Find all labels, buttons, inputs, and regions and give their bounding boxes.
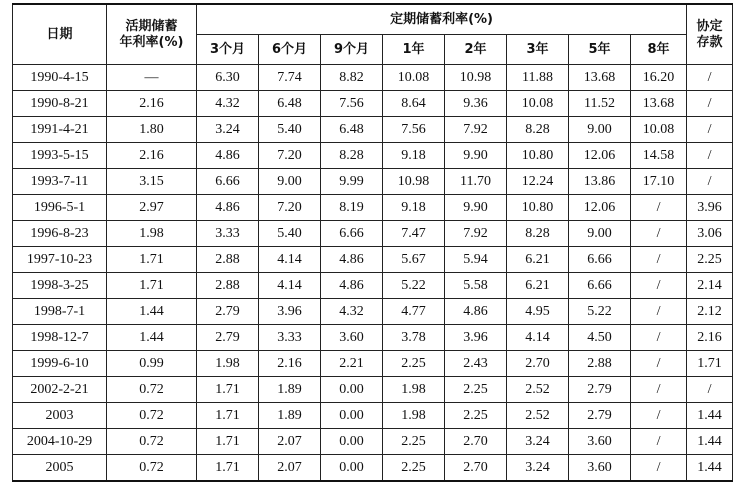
interest-rate-table: [12, 3, 733, 482]
fixed-rate-cell: 2.16: [259, 351, 321, 377]
fixed-rate-cell: 6.66: [197, 169, 259, 195]
fixed-rate-cell: 3.24: [507, 429, 569, 455]
demand-rate-cell: 1.80: [107, 117, 197, 143]
demand-rate-cell: 1.44: [107, 299, 197, 325]
date-cell: 1999-6-10: [13, 351, 107, 377]
fixed-rate-cell: 2.25: [445, 377, 507, 403]
fixed-rate-cell: 4.14: [259, 247, 321, 273]
fixed-rate-cell: 0.00: [321, 455, 383, 482]
agreement-deposit-header-line1: 协定: [696, 18, 723, 34]
fixed-rate-cell: 13.68: [569, 65, 631, 91]
fixed-rate-cell: 3.33: [259, 325, 321, 351]
fixed-rate-cell: 9.18: [383, 143, 445, 169]
fixed-rate-cell: 1.89: [259, 377, 321, 403]
fixed-rate-cell: 1.71: [197, 377, 259, 403]
agreement-rate-cell: 3.06: [687, 221, 733, 247]
fixed-rate-cell: 6.66: [321, 221, 383, 247]
fixed-rate-cell: 1.98: [383, 403, 445, 429]
fixed-rate-cell: 7.20: [259, 143, 321, 169]
fixed-rate-cell: 9.99: [321, 169, 383, 195]
fixed-rate-cell: 3.33: [197, 221, 259, 247]
term-header-8y: 8年: [631, 35, 687, 65]
fixed-rate-cell: 2.52: [507, 377, 569, 403]
term-header-3m: 3个月: [197, 35, 259, 65]
fixed-rate-cell: 3.78: [383, 325, 445, 351]
demand-rate-cell: —: [107, 65, 197, 91]
agreement-rate-cell: /: [687, 143, 733, 169]
agreement-rate-cell: 1.44: [687, 455, 733, 482]
fixed-rate-cell: 12.24: [507, 169, 569, 195]
demand-rate-cell: 1.98: [107, 221, 197, 247]
fixed-rate-cell: 5.94: [445, 247, 507, 273]
term-header-5y: 5年: [569, 35, 631, 65]
fixed-rate-cell: 14.58: [631, 143, 687, 169]
fixed-rate-cell: 17.10: [631, 169, 687, 195]
fixed-rate-cell: 2.25: [445, 403, 507, 429]
agreement-rate-cell: 3.96: [687, 195, 733, 221]
fixed-rate-cell: 10.08: [507, 91, 569, 117]
fixed-rate-cell: /: [631, 195, 687, 221]
fixed-rate-cell: 8.64: [383, 91, 445, 117]
demand-rate-cell: 0.72: [107, 377, 197, 403]
fixed-rate-cell: 10.08: [631, 117, 687, 143]
fixed-rate-cell: 3.60: [321, 325, 383, 351]
fixed-rate-cell: 6.66: [569, 273, 631, 299]
table-body: [13, 65, 733, 482]
table-row: [13, 195, 733, 221]
fixed-rate-cell: 9.90: [445, 143, 507, 169]
table-row: [13, 91, 733, 117]
fixed-rate-cell: 3.96: [445, 325, 507, 351]
date-cell: 1997-10-23: [13, 247, 107, 273]
fixed-rate-cell: 4.86: [197, 195, 259, 221]
fixed-rate-cell: 11.70: [445, 169, 507, 195]
fixed-rate-cell: 12.06: [569, 195, 631, 221]
demand-rate-header-line2: 年利率(%): [119, 34, 184, 50]
demand-rate-cell: 0.72: [107, 455, 197, 482]
fixed-rate-cell: 9.36: [445, 91, 507, 117]
fixed-rate-cell: 8.28: [507, 221, 569, 247]
fixed-rate-cell: 3.24: [197, 117, 259, 143]
fixed-rate-cell: 2.70: [507, 351, 569, 377]
fixed-rate-cell: 8.19: [321, 195, 383, 221]
fixed-rate-cell: 6.48: [321, 117, 383, 143]
fixed-rate-cell: 16.20: [631, 65, 687, 91]
fixed-rate-cell: /: [631, 377, 687, 403]
demand-rate-cell: 2.16: [107, 143, 197, 169]
fixed-rate-cell: /: [631, 403, 687, 429]
table-row: [13, 273, 733, 299]
term-header-2y: 2年: [445, 35, 507, 65]
demand-rate-cell: 1.44: [107, 325, 197, 351]
fixed-rate-cell: 4.32: [321, 299, 383, 325]
fixed-rate-cell: 2.88: [569, 351, 631, 377]
fixed-rate-cell: 2.79: [569, 403, 631, 429]
table-row: [13, 429, 733, 455]
table-row: [13, 325, 733, 351]
agreement-deposit-header-line2: 存款: [696, 34, 723, 50]
header-row-1: [13, 4, 733, 35]
term-header-9m: 9个月: [321, 35, 383, 65]
agreement-rate-cell: 1.44: [687, 403, 733, 429]
fixed-rate-cell: 13.86: [569, 169, 631, 195]
fixed-rate-cell: 2.88: [197, 247, 259, 273]
fixed-rate-cell: 6.30: [197, 65, 259, 91]
agreement-deposit-header: [687, 4, 733, 65]
fixed-rate-cell: 2.52: [507, 403, 569, 429]
agreement-rate-cell: /: [687, 65, 733, 91]
term-header-1y: 1年: [383, 35, 445, 65]
fixed-rate-cell: 6.66: [569, 247, 631, 273]
fixed-rate-cell: 7.74: [259, 65, 321, 91]
fixed-rate-cell: 5.58: [445, 273, 507, 299]
fixed-rate-cell: 1.71: [197, 455, 259, 482]
fixed-rate-cell: 7.92: [445, 221, 507, 247]
agreement-rate-cell: /: [687, 91, 733, 117]
date-cell: 2005: [13, 455, 107, 482]
demand-rate-cell: 1.71: [107, 247, 197, 273]
fixed-rate-cell: 7.56: [383, 117, 445, 143]
fixed-rate-cell: 12.06: [569, 143, 631, 169]
fixed-rate-cell: 2.07: [259, 455, 321, 482]
fixed-rate-cell: /: [631, 429, 687, 455]
fixed-rate-cell: 0.00: [321, 377, 383, 403]
fixed-rate-cell: 5.40: [259, 221, 321, 247]
fixed-rate-cell: 3.24: [507, 455, 569, 482]
fixed-rate-cell: /: [631, 299, 687, 325]
fixed-rate-cell: 2.43: [445, 351, 507, 377]
date-cell: 2003: [13, 403, 107, 429]
fixed-rate-cell: 9.90: [445, 195, 507, 221]
date-cell: 1998-12-7: [13, 325, 107, 351]
table-row: [13, 299, 733, 325]
date-cell: 1990-4-15: [13, 65, 107, 91]
demand-rate-cell: 0.72: [107, 429, 197, 455]
fixed-rate-cell: 4.86: [321, 273, 383, 299]
fixed-rate-cell: /: [631, 221, 687, 247]
agreement-rate-cell: /: [687, 169, 733, 195]
fixed-rate-cell: 1.89: [259, 403, 321, 429]
table-row: [13, 117, 733, 143]
fixed-rate-cell: 4.77: [383, 299, 445, 325]
fixed-rate-cell: 7.92: [445, 117, 507, 143]
date-cell: 1996-8-23: [13, 221, 107, 247]
date-cell: 1998-3-25: [13, 273, 107, 299]
fixed-rate-cell: 2.88: [197, 273, 259, 299]
term-header-3y: 3年: [507, 35, 569, 65]
date-cell: 2004-10-29: [13, 429, 107, 455]
fixed-rate-cell: 13.68: [631, 91, 687, 117]
demand-rate-header: [107, 4, 197, 65]
fixed-rate-cell: 8.28: [507, 117, 569, 143]
fixed-rate-cell: 10.80: [507, 195, 569, 221]
fixed-rate-cell: 5.22: [569, 299, 631, 325]
fixed-rate-cell: 6.21: [507, 247, 569, 273]
fixed-rate-cell: 3.60: [569, 429, 631, 455]
fixed-rate-cell: 10.98: [383, 169, 445, 195]
fixed-rate-cell: 4.50: [569, 325, 631, 351]
fixed-rate-cell: 4.14: [259, 273, 321, 299]
table-header: [13, 4, 733, 65]
fixed-rate-cell: 2.25: [383, 455, 445, 482]
fixed-rate-cell: 4.86: [197, 143, 259, 169]
fixed-rate-cell: /: [631, 351, 687, 377]
fixed-rate-cell: 4.14: [507, 325, 569, 351]
term-header-6m: 6个月: [259, 35, 321, 65]
agreement-rate-cell: 2.12: [687, 299, 733, 325]
fixed-rate-cell: 0.00: [321, 403, 383, 429]
table-row: [13, 351, 733, 377]
table-row: [13, 221, 733, 247]
demand-rate-cell: 0.72: [107, 403, 197, 429]
fixed-rate-cell: 5.67: [383, 247, 445, 273]
fixed-rate-cell: 4.95: [507, 299, 569, 325]
date-cell: 1996-5-1: [13, 195, 107, 221]
agreement-rate-cell: /: [687, 377, 733, 403]
fixed-rate-cell: /: [631, 455, 687, 482]
fixed-rate-cell: 1.98: [197, 351, 259, 377]
fixed-rate-cell: 1.71: [197, 403, 259, 429]
date-cell: 1993-5-15: [13, 143, 107, 169]
agreement-rate-cell: 2.14: [687, 273, 733, 299]
fixed-rate-cell: 0.00: [321, 429, 383, 455]
fixed-rate-cell: 7.20: [259, 195, 321, 221]
table-row: [13, 143, 733, 169]
table-row: [13, 455, 733, 482]
fixed-rate-cell: /: [631, 273, 687, 299]
demand-rate-header-line1: 活期储蓄: [125, 18, 178, 34]
fixed-rate-cell: 5.40: [259, 117, 321, 143]
fixed-rate-cell: 9.18: [383, 195, 445, 221]
demand-rate-cell: 1.71: [107, 273, 197, 299]
date-cell: 1990-8-21: [13, 91, 107, 117]
fixed-rate-cell: 6.21: [507, 273, 569, 299]
table-row: [13, 65, 733, 91]
date-cell: 1993-7-11: [13, 169, 107, 195]
agreement-rate-cell: 1.44: [687, 429, 733, 455]
fixed-rate-cell: 3.96: [259, 299, 321, 325]
date-cell: 1991-4-21: [13, 117, 107, 143]
fixed-rate-cell: 9.00: [569, 117, 631, 143]
demand-rate-cell: 3.15: [107, 169, 197, 195]
table-row: [13, 377, 733, 403]
fixed-rate-cell: 2.21: [321, 351, 383, 377]
fixed-rate-cell: 9.00: [569, 221, 631, 247]
fixed-rate-cell: 2.70: [445, 429, 507, 455]
fixed-rate-cell: 3.60: [569, 455, 631, 482]
demand-rate-cell: 2.97: [107, 195, 197, 221]
fixed-rate-cell: 10.80: [507, 143, 569, 169]
agreement-rate-cell: 2.25: [687, 247, 733, 273]
fixed-rate-cell: 4.32: [197, 91, 259, 117]
fixed-rate-cell: 7.56: [321, 91, 383, 117]
fixed-rate-cell: 2.79: [197, 299, 259, 325]
fixed-rate-cell: 2.25: [383, 429, 445, 455]
agreement-rate-cell: /: [687, 117, 733, 143]
fixed-rate-cell: 2.70: [445, 455, 507, 482]
fixed-rate-cell: 10.98: [445, 65, 507, 91]
fixed-rate-cell: 2.07: [259, 429, 321, 455]
agreement-rate-cell: 2.16: [687, 325, 733, 351]
date-header: 日期: [13, 4, 107, 65]
fixed-rate-cell: 4.86: [321, 247, 383, 273]
demand-rate-cell: 2.16: [107, 91, 197, 117]
agreement-rate-cell: 1.71: [687, 351, 733, 377]
date-cell: 2002-2-21: [13, 377, 107, 403]
fixed-rate-cell: 6.48: [259, 91, 321, 117]
fixed-rate-cell: 10.08: [383, 65, 445, 91]
fixed-rate-cell: 8.82: [321, 65, 383, 91]
table-row: [13, 247, 733, 273]
fixed-rate-cell: 2.79: [569, 377, 631, 403]
fixed-rate-cell: 11.88: [507, 65, 569, 91]
fixed-rate-cell: 8.28: [321, 143, 383, 169]
fixed-rate-cell: 2.25: [383, 351, 445, 377]
fixed-rate-cell: 11.52: [569, 91, 631, 117]
fixed-rate-group-header: 定期储蓄利率(%): [197, 4, 687, 35]
fixed-rate-cell: /: [631, 325, 687, 351]
date-cell: 1998-7-1: [13, 299, 107, 325]
fixed-rate-cell: 1.71: [197, 429, 259, 455]
fixed-rate-cell: 9.00: [259, 169, 321, 195]
fixed-rate-cell: 2.79: [197, 325, 259, 351]
fixed-rate-cell: /: [631, 247, 687, 273]
demand-rate-cell: 0.99: [107, 351, 197, 377]
fixed-rate-cell: 7.47: [383, 221, 445, 247]
table-row: [13, 169, 733, 195]
fixed-rate-cell: 4.86: [445, 299, 507, 325]
table-row: [13, 403, 733, 429]
fixed-rate-cell: 5.22: [383, 273, 445, 299]
fixed-rate-cell: 1.98: [383, 377, 445, 403]
